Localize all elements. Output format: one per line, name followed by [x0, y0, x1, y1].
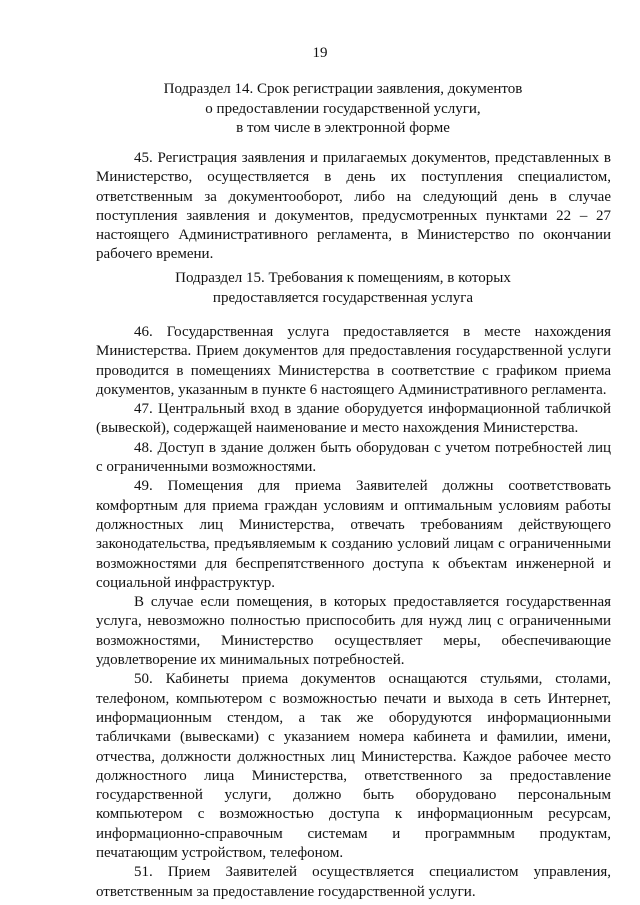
page-number: 19: [312, 45, 328, 61]
subsection-14-heading: [96, 80, 590, 139]
paragraph-45: 45. Регистрация заявления и прилагаемых документов, представленных в Министерство, осуществляется в день их поступления специалистом, ответственным за документооборот, либо на следующий день в случае поступления заявления и документов, предусмотренных пунктами 22 – 27 настоящего Административного регламента, в Министерство по окончании рабочего времени.: [96, 150, 611, 263]
paragraph-50: 50. Кабинеты приема документов оснащаются стульями, столами, телефоном, компьютером с возможностью печати и выхода в сеть Интернет, информационным стендом, а так же оборудуются информационными табличками (вывесками) с указанием номера кабинета и фамилии, имени, отчества, должности должностных лиц Министерства. Каждое рабочее место должностного лица Министерства, ответственного за предоставление государственной услуги, должно быть оборудовано персональным компьютером с возможностью доступа к информационным ресурсам, информационно-справочным системам и программным продуктам, печатающим устройством, телефоном.: [96, 671, 611, 862]
paragraph-49: 49. Помещения для приема Заявителей должны соответствовать комфортным для приема граждан условиям и оптимальным условиям работы должностных лиц Министерства, отвечать требованиям действующего законодательства, предъявляемым к созданию условий лицам с ограниченными возможностями для беспрепятственного доступа к объектам инженерной и социальной инфраструктур.: [96, 478, 611, 591]
heading-line: предоставляется государственная услуга: [212, 289, 474, 306]
heading-line: в том числе в электронной форме: [236, 120, 450, 136]
paragraph-51: 51. Прием Заявителей осуществляется специалистом управления, ответственным за предоставление государственной услуги.: [96, 864, 611, 900]
heading-line: Подраздел 14. Срок регистрации заявления, документов: [163, 81, 523, 97]
paragraph-46: 46. Государственная услуга предоставляется в месте нахождения Министерства. Прием документов для предоставления государственной услуги проводится в помещениях Министерства в соответствие с графиком приема документов, указанным в пункте 6 настоящего Административного регламента.: [96, 324, 611, 398]
subsection-15-body: [96, 323, 611, 902]
heading-line: о предоставлении государственной услуги,: [205, 100, 481, 117]
subsection-15-heading: [96, 269, 590, 308]
paragraph-48: 48. Доступ в здание должен быть оборудован с учетом потребностей лиц с ограниченными возможностями.: [96, 439, 611, 476]
heading-line: Подраздел 15. Требования к помещениям, в которых: [175, 270, 511, 286]
subsection-14-body: [96, 149, 611, 265]
paragraph-49-continued: В случае если помещения, в которых предоставляется государственная услуга, невозможно полностью приспособить для нужд лиц с ограниченными возможностями, Министерство осуществляет меры, обеспечивающие удовлетворение их минимальных потребностей.: [96, 594, 611, 669]
paragraph-47: 47. Центральный вход в здание оборудуется информационной табличкой (вывеской), содержащей наименование и место нахождения Министерства.: [96, 401, 611, 437]
